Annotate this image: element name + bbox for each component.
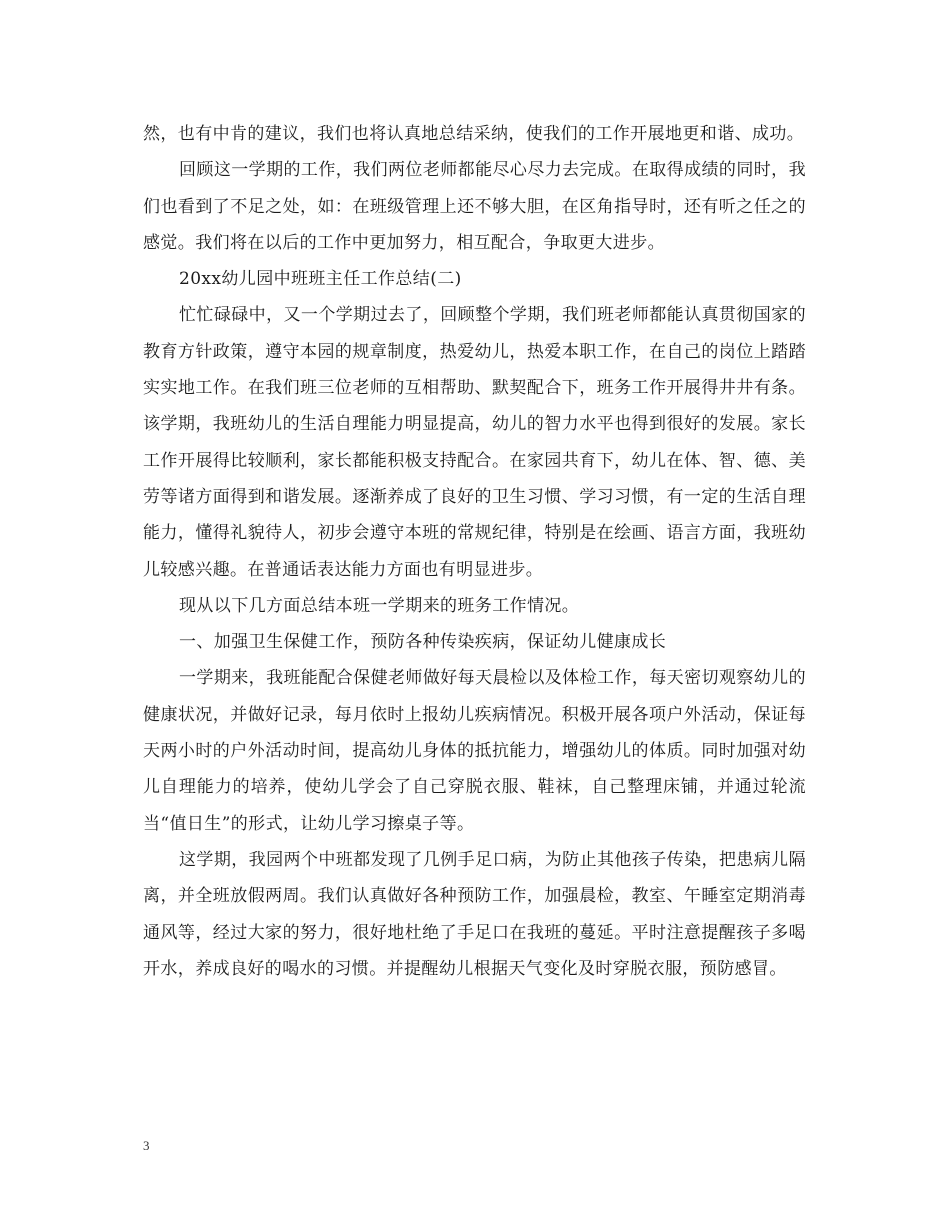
paragraph-continuation: 然，也有中肯的建议，我们也将认真地总结采纳，使我们的工作开展地更和谐、成功。 <box>143 124 805 144</box>
paragraph-summary-lead: 现从以下几方面总结本班一学期来的班务工作情况。 <box>179 595 580 616</box>
paragraph-intro: 忙忙碌碌中，又一个学期过去了，回顾整个学期，我们班老师都能认真贯彻国家的教育方针政策，遵守本园的规章制度，热爱幼儿，热爱本职工作，在自己的岗位上踏踏实实地工作。在我们班三位老师的互相帮助、默契配合下，班务工作开展得井井有条。该学期，我班幼儿的生活自理能力明显提高，幼儿的智力水平也得到很好的发展。家长工作开展得比较顺利，家长都能积极支持配合。在家园共育下，幼儿在体、智、德、美劳等诸方面得到和谐发展。逐渐养成了良好的卫生习惯、学习习惯，有一定的生活自理能力，懂得礼貌待人，初步会遵守本班的常规纪律，特别是在绘画、语言方面，我班幼儿较感兴趣。在普通话表达能力方面也有明显进步。 <box>143 305 806 580</box>
document-body <box>143 116 806 987</box>
paragraph-disease-prevention: 这学期，我园两个中班都发现了几例手足口病，为防止其他孩子传染，把患病儿隔离，并全班放假两周。我们认真做好各种预防工作，加强晨检，教室、午睡室定期消毒通风等，经过大家的努力，很好地杜绝了手足口在我班的蔓延。平时注意提醒孩子多喝开水，养成良好的喝水的习惯。并提醒幼儿根据天气变化及时穿脱衣服，预防感冒。 <box>143 849 806 979</box>
paragraph-review: 回顾这一学期的工作，我们两位老师都能尽心尽力去完成。在取得成绩的同时，我们也看到了不足之处，如：在班级管理上还不够大胆，在区角指导时，还有听之任之的感觉。我们将在以后的工作中更加努力，相互配合，争取更大进步。 <box>143 160 806 253</box>
page-number: 3 <box>143 1138 150 1153</box>
subsection-heading: 一、加强卫生保健工作，预防各种传染疾病，保证幼儿健康成长 <box>179 632 667 653</box>
section-title: 20xx幼儿园中班班主任工作总结(二) <box>179 269 462 290</box>
paragraph-health-work: 一学期来，我班能配合保健老师做好每天晨检以及体检工作，每天密切观察幼儿的健康状况，并做好记录，每月依时上报幼儿疾病情况。积极开展各项户外活动，保证每天两小时的户外活动时间，提高幼儿身体的抵抗能力，增强幼儿的体质。同时加强对幼儿自理能力的培养，使幼儿学会了自己穿脱衣服、鞋袜，自己整理床铺，并通过轮流当“值日生”的形式，让幼儿学习擦桌子等。 <box>143 668 806 834</box>
